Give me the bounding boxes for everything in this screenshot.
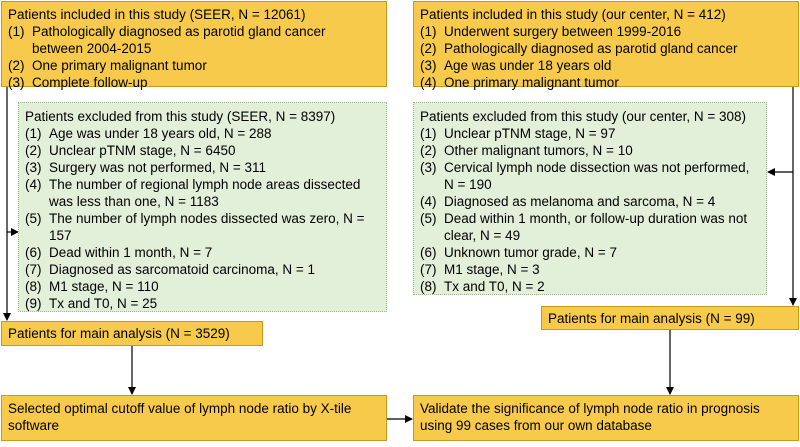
list-item: (4) One primary malignant tumor bbox=[420, 75, 619, 90]
center-included-title: Patients included in this study (our center, N = 412) bbox=[420, 7, 726, 22]
list-item: (9) Tx and T0, N = 25 bbox=[25, 296, 158, 311]
list-item: (8) M1 stage, N = 110 bbox=[25, 279, 159, 294]
list-item: (2) Pathologically diagnosed as parotid gland cancer bbox=[420, 41, 738, 56]
center-main-analysis-label: Patients for main analysis (N = 99) bbox=[548, 311, 755, 326]
list-item: (1) Underwent surgery between 1999-2016 bbox=[420, 24, 682, 39]
list-item: (4) Diagnosed as melanoma and sarcoma, N = 4 bbox=[420, 194, 716, 209]
list-item: (6) Unknown tumor grade, N = 7 bbox=[420, 245, 617, 260]
list-item: (2) Other malignant tumors, N = 10 bbox=[420, 143, 633, 158]
list-item: (2) Unclear pTNM stage, N = 6450 bbox=[25, 143, 236, 158]
list-item: (8) Tx and T0, N = 2 bbox=[420, 279, 545, 294]
center-validate-label: Validate the significance of lymph node ratio in prognosis using 99 cases from our own database bbox=[420, 401, 760, 433]
list-item: (5) Dead within 1 month, or follow-up duration was not clear, N = 49 bbox=[420, 211, 748, 243]
center-excluded-title: Patients excluded from this study (our center, N = 308) bbox=[420, 109, 747, 124]
list-item: (7) M1 stage, N = 3 bbox=[420, 262, 540, 277]
center-main-analysis-box bbox=[541, 306, 799, 330]
list-item: (3) Cervical lymph node dissection was not performed, N = 190 bbox=[420, 160, 750, 192]
list-item: (6) Dead within 1 month, N = 7 bbox=[25, 245, 213, 260]
seer-cutoff-box bbox=[1, 395, 387, 441]
center-excluded-box bbox=[413, 102, 767, 295]
seer-excluded-box bbox=[18, 102, 387, 312]
seer-cutoff-label: Selected optimal cutoff value of lymph node ratio by X-tile software bbox=[8, 401, 352, 433]
list-item: (3) Surgery was not performed, N = 311 bbox=[25, 160, 266, 175]
seer-excluded-title: Patients excluded from this study (SEER, N = 8397) bbox=[25, 109, 336, 124]
list-item: (4) The number of regional lymph node areas dissected was less than one, N = 1183 bbox=[25, 177, 361, 209]
seer-main-analysis-box bbox=[1, 321, 263, 346]
seer-included-box bbox=[1, 1, 387, 90]
list-item: (1) Age was under 18 years old, N = 288 bbox=[25, 126, 272, 141]
list-item: (2) One primary malignant tumor bbox=[8, 58, 207, 73]
list-item: (5) The number of lymph nodes dissected was zero, N = 157 bbox=[25, 211, 365, 243]
list-item: (7) Diagnosed as sarcomatoid carcinoma, N = 1 bbox=[25, 262, 316, 277]
seer-included-title: Patients included in this study (SEER, N = 12061) bbox=[8, 7, 306, 22]
list-item: (1) Pathologically diagnosed as parotid gland cancer between 2004-2015 bbox=[8, 24, 326, 56]
center-validate-box bbox=[413, 395, 799, 441]
list-item: (1) Unclear pTNM stage, N = 97 bbox=[420, 126, 616, 141]
center-included-box bbox=[413, 1, 799, 90]
list-item: (3) Age was under 18 years old bbox=[420, 58, 612, 73]
list-item: (3) Complete follow-up bbox=[8, 75, 148, 90]
seer-main-analysis-label: Patients for main analysis (N = 3529) bbox=[8, 326, 230, 341]
